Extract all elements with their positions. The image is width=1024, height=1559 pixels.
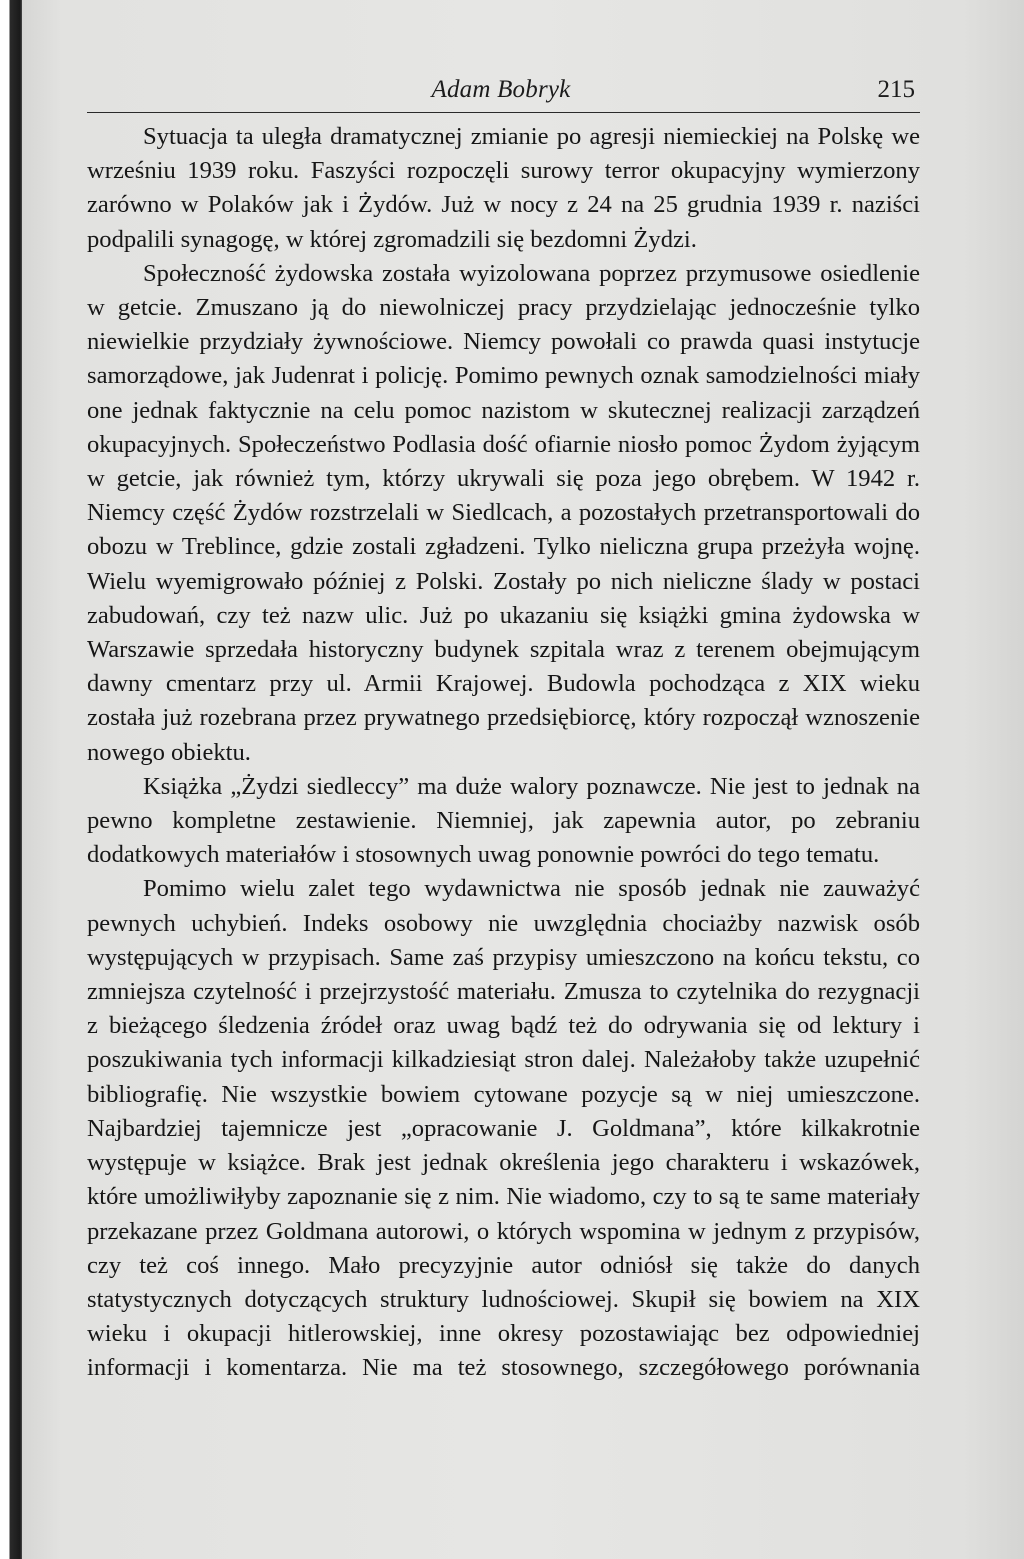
paragraph-1: Sytuacja ta uległa dramatycznej zmianie po agresji niemieckiej na Polskę we wrześniu 1939 roku. Faszyści rozpoczęli surowy terror okupacyjny wymierzony zarówno w Polaków jak i Żydów. Już w nocy z 24 na 25 grudnia 1939 r. naziści podpalili synagogę, w której zgromadzili się bezdomni Żydzi. <box>87 123 920 253</box>
body-text <box>87 120 920 1386</box>
paragraph-2: Społeczność żydowska została wyizolowana poprzez przymusowe osiedlenie w getcie. Zmuszano ją do niewolniczej pracy przydzielając jednocześnie tylko niewielkie przydziały żywnościowe. Niemcy powołali co prawda quasi instytucje samorządowe, jak Judenrat i policję. Pomimo pewnych oznak samodzielności miały one jednak faktycznie na celu pomoc nazistom w skutecznej realizacji zarządzeń okupacyjnych. Społeczeństwo Podlasia dość ofiarnie niosło pomoc Żydom żyjącym w getcie, jak również tym, którzy ukrywali się poza jego obrębem. W 1942 r. Niemcy część Żydów rozstrzelali w Siedlcach, a pozostałych przetransportowali do obozu w Treblince, gdzie zostali zgładzeni. Tylko nieliczna grupa przeżyła wojnę. Wielu wyemigrowało później z Polski. Zostały po nich nieliczne ślady w postaci zabudowań, czy też nazw ulic. Już po ukazaniu się książki gmina żydowska w Warszawie sprzedała historyczny budynek szpitala wraz z terenem obejmującym dawny cmentarz przy ul. Armii Krajowej. Budowla pochodząca z XIX wieku została już rozebrana przez prywatnego przedsiębiorcę, który rozpoczął wznoszenie nowego obiektu. <box>87 259 920 766</box>
running-title: Adam Bobryk <box>431 76 571 103</box>
page-number: 215 <box>877 76 915 103</box>
book-binding-edge <box>0 0 22 1559</box>
paragraph-3: Książka „Żydzi siedleccy” ma duże walory poznawcze. Nie jest to jednak na pewno kompletne zestawienie. Niemniej, jak zapewnia autor, po zebraniu dodatkowych materiałów i stosownych uwag ponownie powróci do tego tematu. <box>87 772 920 869</box>
paragraph-4: Pomimo wielu zalet tego wydawnictwa nie sposób jednak nie zauważyć pewnych uchybień. Indeks osobowy nie uwzględnia chociażby nazwisk osób występujących w przypisach. Same zaś przypisy umieszczono na końcu tekstu, co zmniejsza czytelność i przejrzystość materiału. Zmusza to czytelnika do rezygnacji z bieżącego śledzenia źródeł oraz uwag bądź też do odrywania się od lektury i poszukiwania tych informacji kilkadziesiąt stron dalej. Należałoby także uzupełnić bibliografię. Nie wszystkie bowiem cytowane pozycje są w niej umieszczone. Najbardziej tajemnicze jest „opracowanie J. Goldmana”, które kilkakrotnie występuje w książce. Brak jest jednak określenia jego charakteru i wskazówek, które umożliwiłyby zapoznanie się z nim. Nie wiadomo, czy to są te same materiały przekazane przez Goldmana autorowi, o których wspomina w jednym z przypisów, czy też coś innego. Mało precyzyjnie autor odniósł się także do danych statystycznych dotyczących struktury ludnościowej. Skupił się bowiem na XIX wieku i okupacji hitlerowskiej, inne okresy pozostawiając bez odpowiedniej informacji i komentarza. Nie ma też stosownego, szczegółowego porównania <box>87 875 920 1382</box>
header-rule <box>87 112 920 113</box>
running-header <box>87 70 915 110</box>
